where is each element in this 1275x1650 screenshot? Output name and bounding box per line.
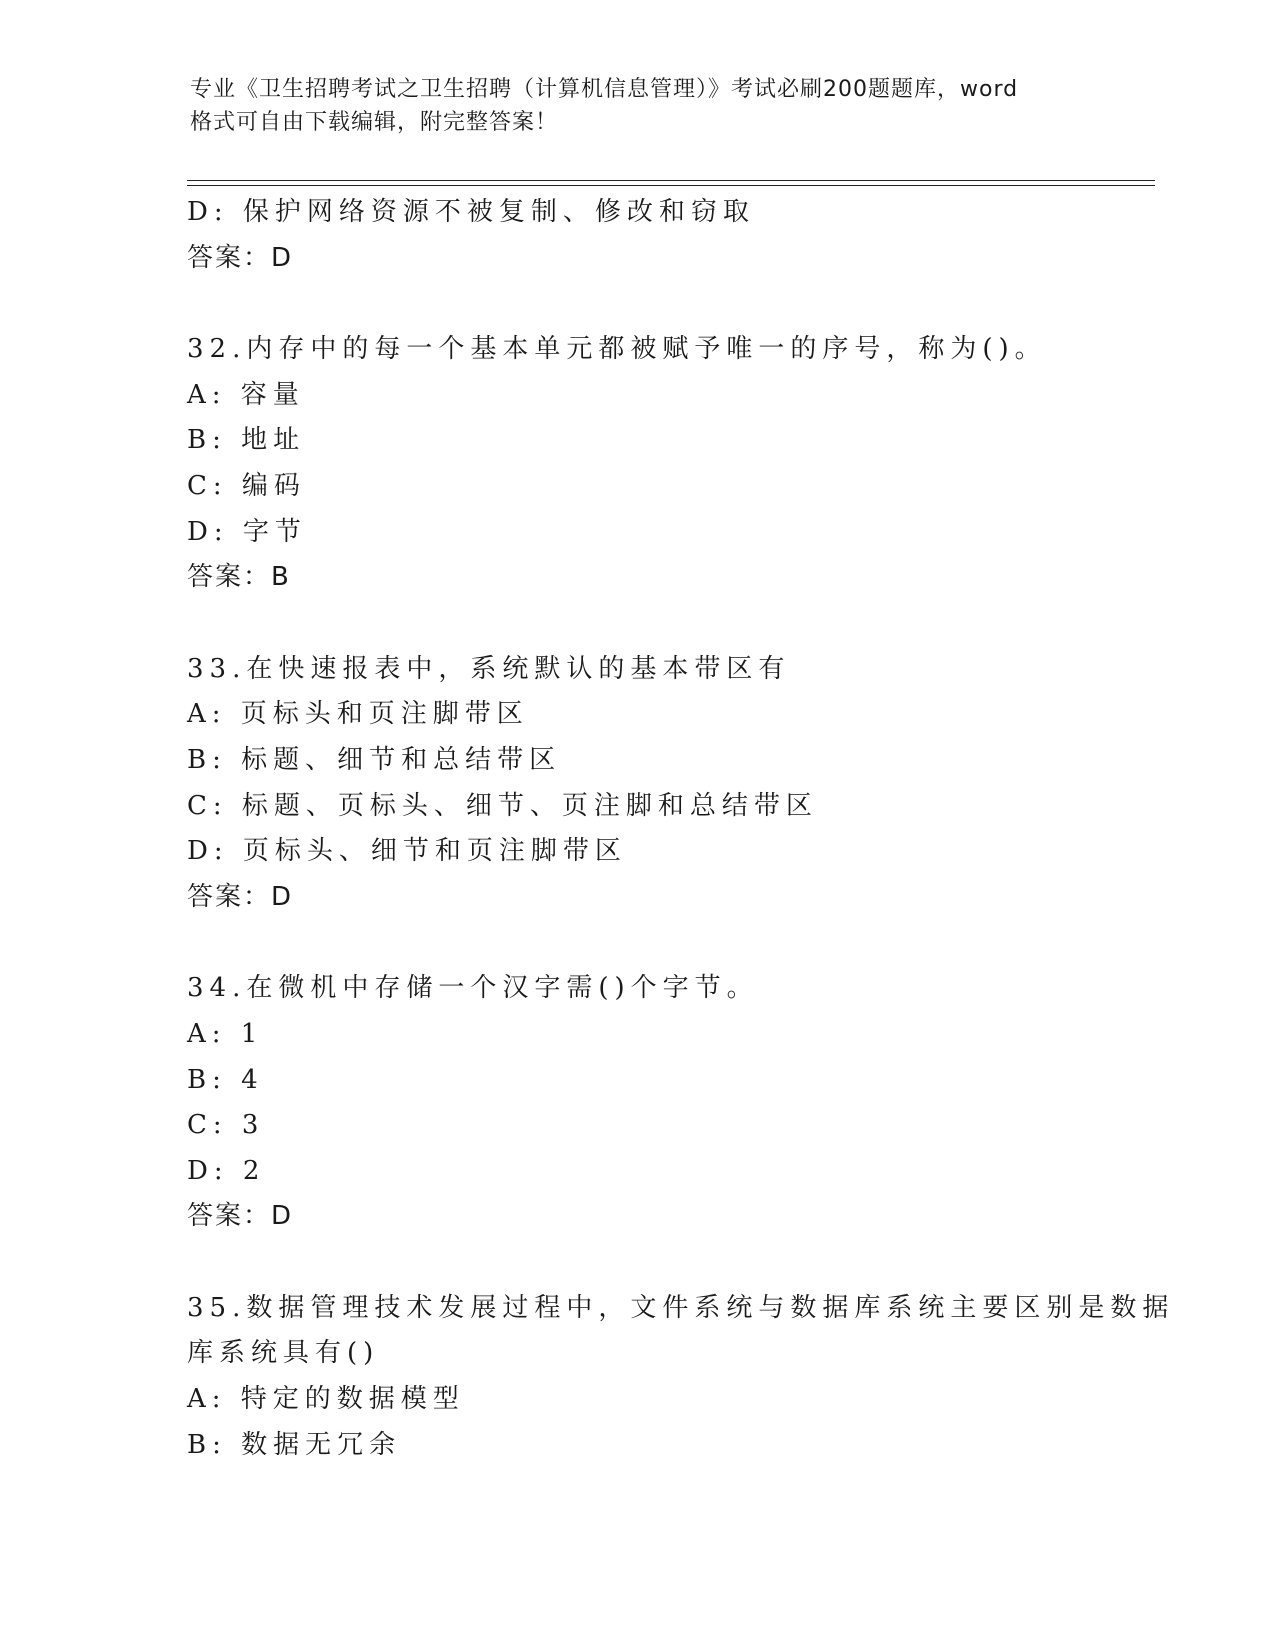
- option-b: B: 标题、细节和总结带区: [187, 744, 562, 775]
- header-divider-top: [187, 180, 1155, 181]
- header-line-2: 格式可自由下载编辑，附完整答案！: [190, 110, 559, 135]
- question-list: [187, 190, 1175, 1468]
- option-d: D: 字节: [187, 516, 307, 547]
- option-a: A: 1: [187, 1018, 264, 1049]
- question-text: 35.数据管理技术发展过程中，文件系统与数据库系统主要区别是数据: [187, 1292, 1175, 1323]
- option-d: D: 页标头、细节和页注脚带区: [187, 836, 627, 867]
- answer-line: 答案：D: [187, 242, 294, 273]
- option-b: B: 地址: [187, 425, 306, 456]
- answer-line: 答案：D: [187, 1201, 294, 1232]
- header-divider-bottom: [187, 185, 1155, 186]
- question-block: [187, 327, 1087, 601]
- option-a: A: 页标头和页注脚带区: [187, 699, 529, 730]
- answer-line: 答案：D: [187, 881, 294, 912]
- option-a: A: 容量: [187, 379, 305, 410]
- option-d: D: 2: [187, 1155, 266, 1186]
- option-b: B: 数据无冗余: [187, 1429, 402, 1460]
- question-text: 32.内存中的每一个基本单元都被赋予唯一的序号，称为()。: [187, 334, 1047, 365]
- question-text: 34.在微机中存储一个汉字需()个字节。: [187, 973, 759, 1004]
- question-block: [187, 966, 1087, 1240]
- option-a: A: 特定的数据模型: [187, 1384, 465, 1415]
- option-b: B: 4: [187, 1064, 264, 1095]
- header-line-1: 专业《卫生招聘考试之卫生招聘（计算机信息管理）》考试必刷200题题库，word: [190, 77, 1019, 102]
- answer-line: 答案：B: [187, 562, 291, 593]
- question-text: 33.在快速报表中，系统默认的基本带区有: [187, 653, 791, 684]
- question-block: [187, 190, 1087, 281]
- option-d: D: 保护网络资源不被复制、修改和窃取: [187, 197, 755, 227]
- question-text-continued: 库系统具有(): [187, 1338, 380, 1369]
- option-c: C: 标题、页标头、细节、页注脚和总结带区: [187, 790, 818, 821]
- option-c: C: 编码: [187, 470, 306, 501]
- question-block: [187, 1286, 1175, 1468]
- document-header: [190, 73, 1090, 139]
- question-block: [187, 647, 1087, 921]
- option-c: C: 3: [187, 1110, 265, 1141]
